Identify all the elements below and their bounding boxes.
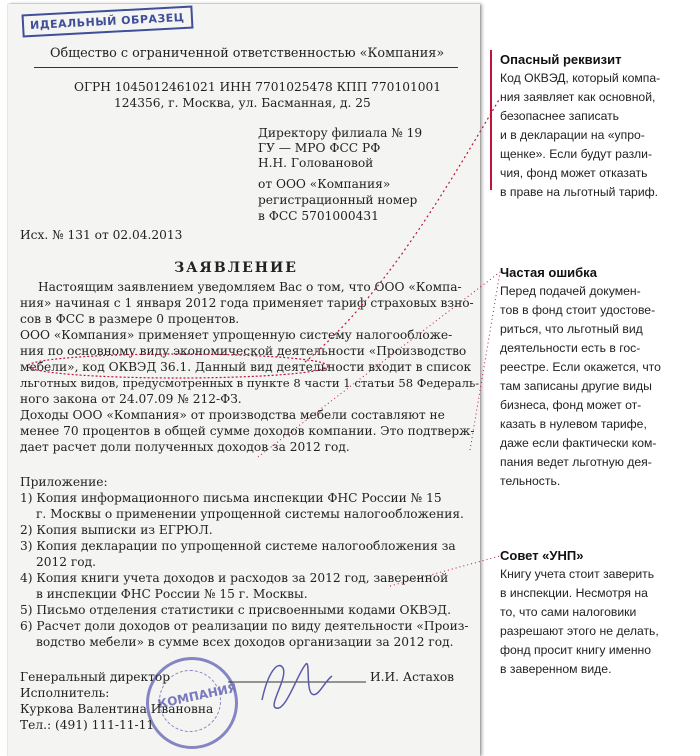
attachment-line: 3) Копия декларации по упрощенной системе налогообложения за (20, 539, 456, 553)
note-line: фонд просит книгу именно (500, 643, 652, 657)
note-line: пания ведет льготную дея- (500, 455, 652, 469)
note-title: Совет «УНП» (500, 548, 584, 563)
note-accent-bar (490, 50, 492, 190)
org-name: Общество с ограниченной ответственностью «Компания» (50, 46, 445, 61)
signature-scribble (262, 664, 332, 709)
signer-position: Генеральный директор (20, 670, 171, 684)
attachment-line: 6) Расчет доли доходов от реализации по виду деятельности «Произ- (20, 619, 469, 633)
executor-label: Исполнитель: (20, 686, 110, 700)
attachment-line: 5) Письмо отделения статистики с присвоенными кодами ОКВЭД. (20, 603, 451, 617)
body-line: льготных видов, предусмотренных в пункте 8 части 1 статьи 58 Федераль- (20, 376, 480, 390)
note-line: и в декларации на «упро- (500, 128, 645, 142)
signer-name: И.И. Астахов (370, 670, 455, 684)
addressee-line: в ФСС 5701000431 (258, 209, 379, 223)
executor-name: Куркова Валентина Ивановна (20, 702, 214, 716)
note-line: бизнеса, фонд может от- (500, 398, 642, 412)
body-line: ния по основному виду экономической деятельности «Производство (20, 344, 467, 358)
outgoing-number: Исх. № 131 от 02.04.2013 (20, 228, 183, 242)
body-line: мебели», код ОКВЭД 36.1. Данный вид деятельности входит в список (20, 360, 472, 374)
body-line: ного закона от 24.07.09 № 212-ФЗ. (20, 392, 242, 406)
addressee-line: Директору филиала № 19 (258, 126, 423, 140)
body-line: Доходы ООО «Компания» от производства мебели составляют не (20, 408, 445, 422)
attachment-line: 4) Копия книги учета доходов и расходов за 2012 год, заверенной (20, 571, 449, 585)
body-line: Настоящим заявлением уведомляем Вас о том, что ООО «Компа- (38, 280, 462, 294)
attachment-line: 1) Копия информационного письма инспекции ФНС России № 15 (20, 491, 442, 505)
note-advice (500, 546, 659, 679)
attachment-line: г. Москвы о применении упрощенной системы налогообложения. (36, 507, 464, 521)
note-line: щенке». Если будут разли- (500, 147, 653, 161)
requisites-line-1: ОГРН 1045012461021 ИНН 7701025478 КПП 770101001 (74, 80, 441, 94)
addressee-line: от ООО «Компания» (258, 177, 391, 191)
note-line: Перед подачей докумен- (500, 284, 641, 298)
requisites-line-2: 124356, г. Москва, ул. Басманная, д. 25 (114, 96, 371, 110)
note-line: разрешают этого не делать, (500, 624, 659, 638)
document-title: ЗАЯВЛЕНИЕ (174, 260, 298, 276)
note-line: риться, что льготный вид (500, 322, 643, 336)
note-line: Код ОКВЭД, который компа- (500, 71, 661, 85)
attachment-line: водство мебели» в сумме всех доходов организации за 2012 год. (36, 635, 454, 649)
note-line: казать в нулевом тарифе, (500, 417, 647, 431)
note-line: Книгу учета стоит заверить (500, 567, 655, 581)
attachment-line: 2012 год. (36, 555, 96, 569)
note-common-mistake (500, 263, 661, 491)
connector-line (258, 272, 500, 457)
note-line: то, что сами налоговики (500, 605, 637, 619)
connector-line (390, 556, 500, 586)
note-line: деятельности есть в гос- (500, 341, 641, 355)
sample-stamp: ИДЕАЛЬНЫЙ ОБРАЗЕЦ (22, 6, 194, 38)
attachments-title: Приложение: (20, 475, 108, 489)
addressee-line: регистрационный номер (258, 193, 418, 207)
body-line: дает расчет доли полученных доходов за 2012 год. (20, 440, 350, 454)
note-title: Частая ошибка (500, 265, 597, 280)
attachment-line: 2) Копия выписки из ЕГРЮЛ. (20, 523, 213, 537)
body-line: ния» начиная с 1 января 2012 года применяет тариф страховых взно- (20, 296, 474, 310)
executor-phone: Тел.: (491) 111-11-11 (20, 718, 155, 732)
connector-line (470, 272, 500, 450)
okved-highlight (28, 354, 328, 378)
addressee-line: Н.Н. Головановой (258, 156, 374, 170)
body-line: менее 70 процентов в общей сумме доходов компании. Это подтверж- (20, 424, 475, 438)
note-title: Опасный реквизит (500, 52, 622, 67)
note-line: в заверенном виде. (500, 662, 612, 676)
note-line: в праве на льготный тариф. (500, 185, 659, 199)
note-line: в инспекции. Несмотря на (500, 586, 648, 600)
note-line: тов в фонд стоит удостове- (500, 303, 656, 317)
note-dangerous (500, 50, 660, 202)
attachment-line: в инспекции ФНС России № 15 г. Москвы. (36, 587, 308, 601)
note-line: безопаснее записать (500, 109, 620, 123)
addressee-line: ГУ — МРО ФСС РФ (258, 141, 381, 155)
body-line: сов в ФСС в размере 0 процентов. (20, 312, 240, 326)
seal-text: КОМПАНИЯ (156, 680, 239, 712)
body-line: ООО «Компания» применяет упрощенную систему налогообложе- (20, 328, 453, 342)
note-line: там записаны другие виды (500, 379, 652, 393)
note-line: тельность. (500, 474, 561, 488)
note-line: реестре. Если окажется, что (500, 360, 661, 374)
note-line: чия, фонд может отказать (500, 166, 648, 180)
note-line: даже если фактически ком- (500, 436, 657, 450)
note-line: ния заявляет как основной, (500, 90, 656, 104)
connector-line (305, 98, 500, 362)
